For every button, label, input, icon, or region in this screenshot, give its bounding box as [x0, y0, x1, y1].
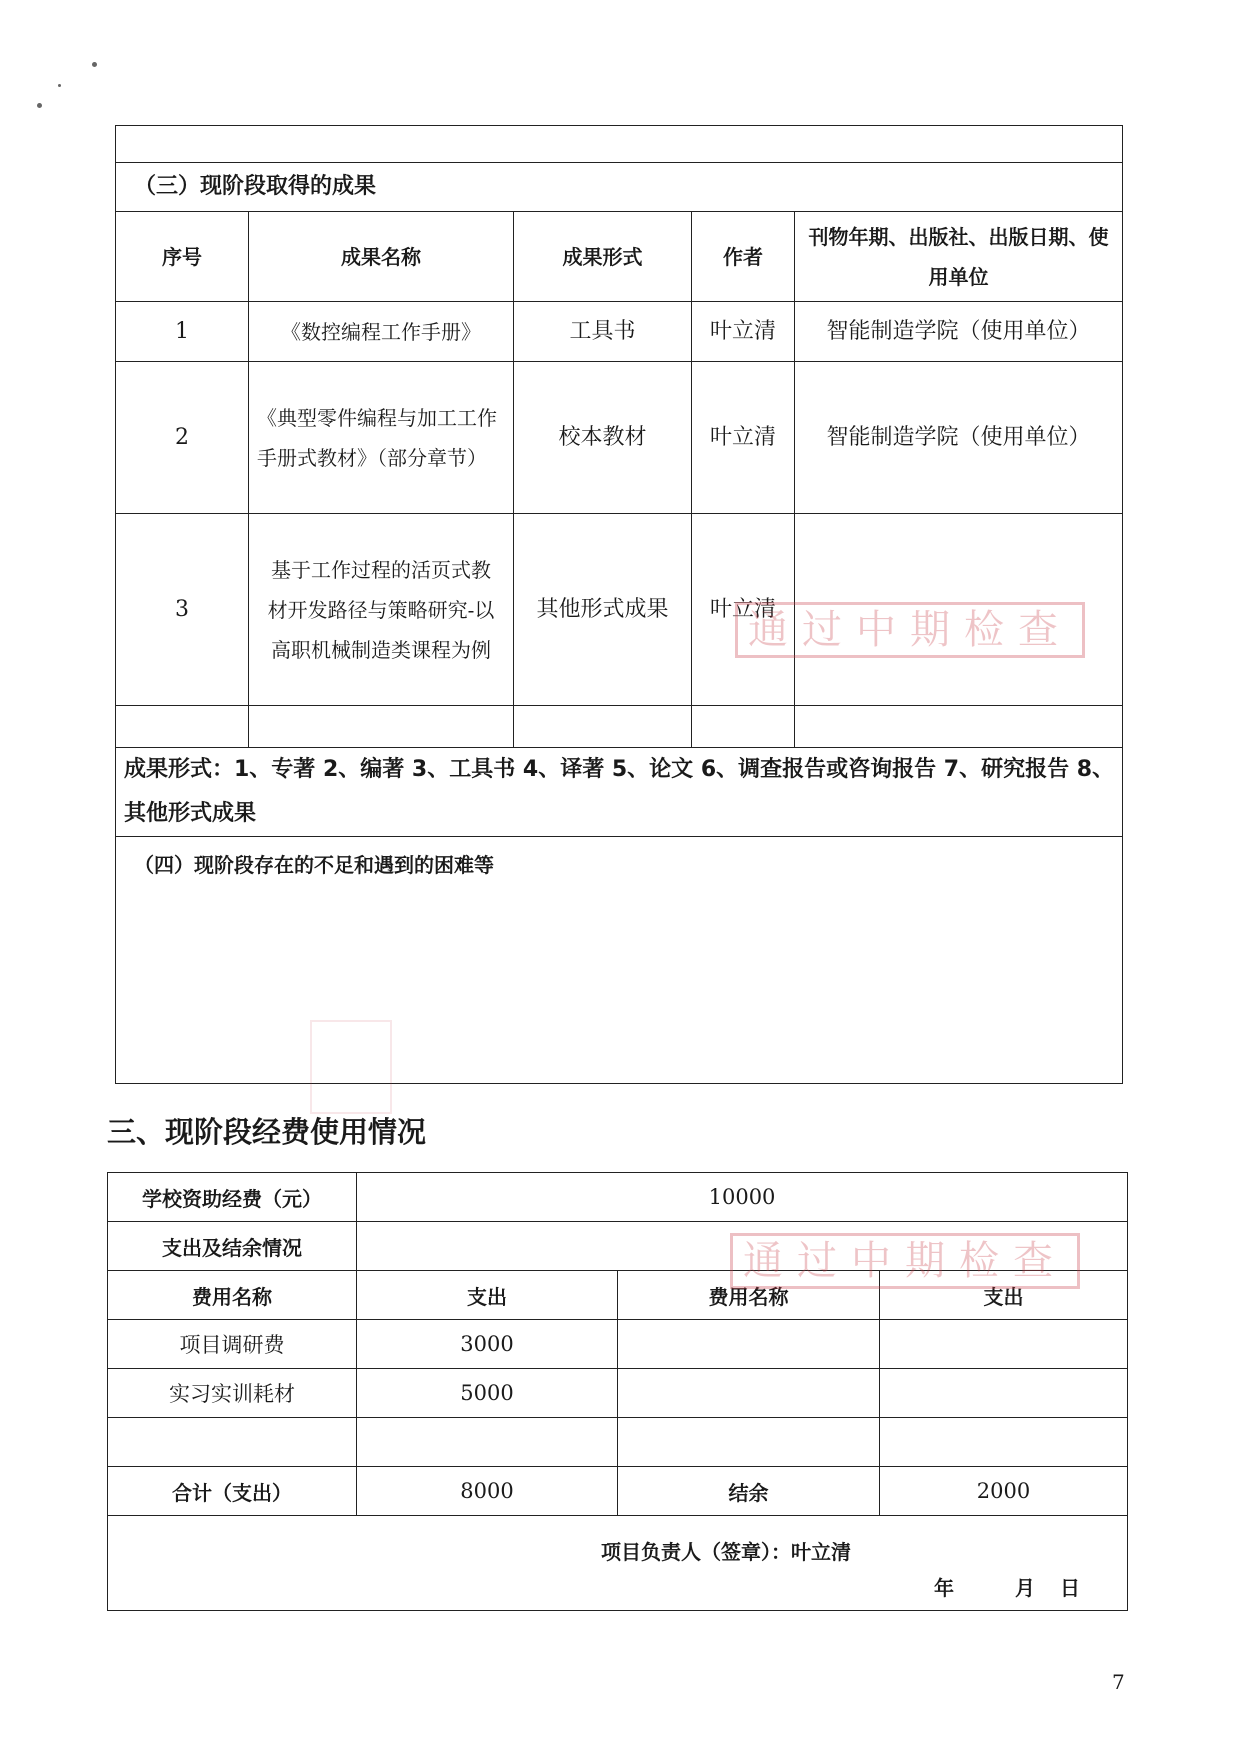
table-row [116, 362, 1123, 514]
col-header-form: 成果形式 [514, 212, 692, 302]
row-author: 叶立清 [692, 302, 795, 362]
balance-label: 支出及结余情况 [108, 1222, 357, 1271]
expense-name: 项目调研费 [108, 1320, 357, 1369]
col-expense-name-2: 费用名称 [618, 1271, 880, 1320]
row-no: 2 [116, 362, 249, 514]
funding-row [108, 1173, 1128, 1222]
note-row [116, 748, 1123, 837]
review-stamp: 通过中期检查 [730, 1233, 1080, 1289]
row-author: 叶立清 [692, 514, 795, 706]
row-pub: 智能制造学院（使用单位） [795, 362, 1123, 514]
row-form: 其他形式成果 [514, 514, 692, 706]
difficulties-row [116, 837, 1123, 1084]
date-month: 月 [1015, 1576, 1035, 1600]
expense-amount: 3000 [357, 1320, 618, 1369]
scan-speck [37, 103, 42, 108]
total-row [108, 1467, 1128, 1516]
section-title-row [116, 163, 1123, 212]
total-label: 合计（支出） [108, 1467, 357, 1516]
expense-amount: 5000 [357, 1369, 618, 1418]
expense-name: 实习实训耗材 [108, 1369, 357, 1418]
col-header-author: 作者 [692, 212, 795, 302]
expense-row-empty [108, 1418, 1128, 1467]
signature-row [108, 1516, 1128, 1611]
col-expense-name: 费用名称 [108, 1271, 357, 1320]
budget-section-title: 三、现阶段经费使用情况 [107, 1115, 427, 1149]
col-expense-spend-2: 支出 [880, 1271, 1128, 1320]
col-header-no: 序号 [116, 212, 249, 302]
funding-value: 10000 [357, 1173, 1128, 1222]
page-number: 7 [1112, 1670, 1125, 1694]
scan-speck [58, 84, 61, 87]
row-name: 《数控编程工作手册》 [249, 302, 514, 362]
total-value: 8000 [357, 1467, 618, 1516]
date-day: 日 [1060, 1576, 1080, 1600]
remain-label: 结余 [618, 1467, 880, 1516]
table-row [116, 302, 1123, 362]
date-line [898, 1572, 1080, 1601]
expense-row [108, 1320, 1128, 1369]
row-author: 叶立清 [692, 362, 795, 514]
row-pub: 智能制造学院（使用单位） [795, 302, 1123, 362]
table-row-empty [116, 706, 1123, 748]
difficulties-title: （四）现阶段存在的不足和遇到的困难等 [134, 853, 494, 877]
row-no: 3 [116, 514, 249, 706]
col-expense-spend: 支出 [357, 1271, 618, 1320]
remain-value: 2000 [880, 1467, 1128, 1516]
table-header [116, 212, 1123, 302]
results-section-title: （三）现阶段取得的成果 [116, 163, 1123, 212]
blank-top-row [116, 126, 1123, 163]
scan-speck [92, 62, 97, 67]
row-form: 校本教材 [514, 362, 692, 514]
funding-label: 学校资助经费（元） [108, 1173, 357, 1222]
expense-row [108, 1369, 1128, 1418]
results-form-note: 成果形式：1、专著 2、编著 3、工具书 4、译著 5、论文 6、调查报告或咨询报告 7、研究报告 8、其他形式成果 [116, 748, 1123, 837]
col-header-pub: 刊物年期、出版社、出版日期、使用单位 [795, 212, 1123, 302]
faint-stamp-mark [310, 1020, 392, 1114]
row-form: 工具书 [514, 302, 692, 362]
review-stamp: 通过中期检查 [735, 602, 1085, 658]
row-name: 《典型零件编程与加工工作手册式教材》（部分章节） [249, 362, 514, 514]
row-name: 基于工作过程的活页式教材开发路径与策略研究-以高职机械制造类课程为例 [249, 514, 514, 706]
signature-line: 项目负责人（签章）：叶立清 [601, 1540, 851, 1564]
col-header-name: 成果名称 [249, 212, 514, 302]
date-year: 年 [934, 1576, 954, 1600]
row-no: 1 [116, 302, 249, 362]
